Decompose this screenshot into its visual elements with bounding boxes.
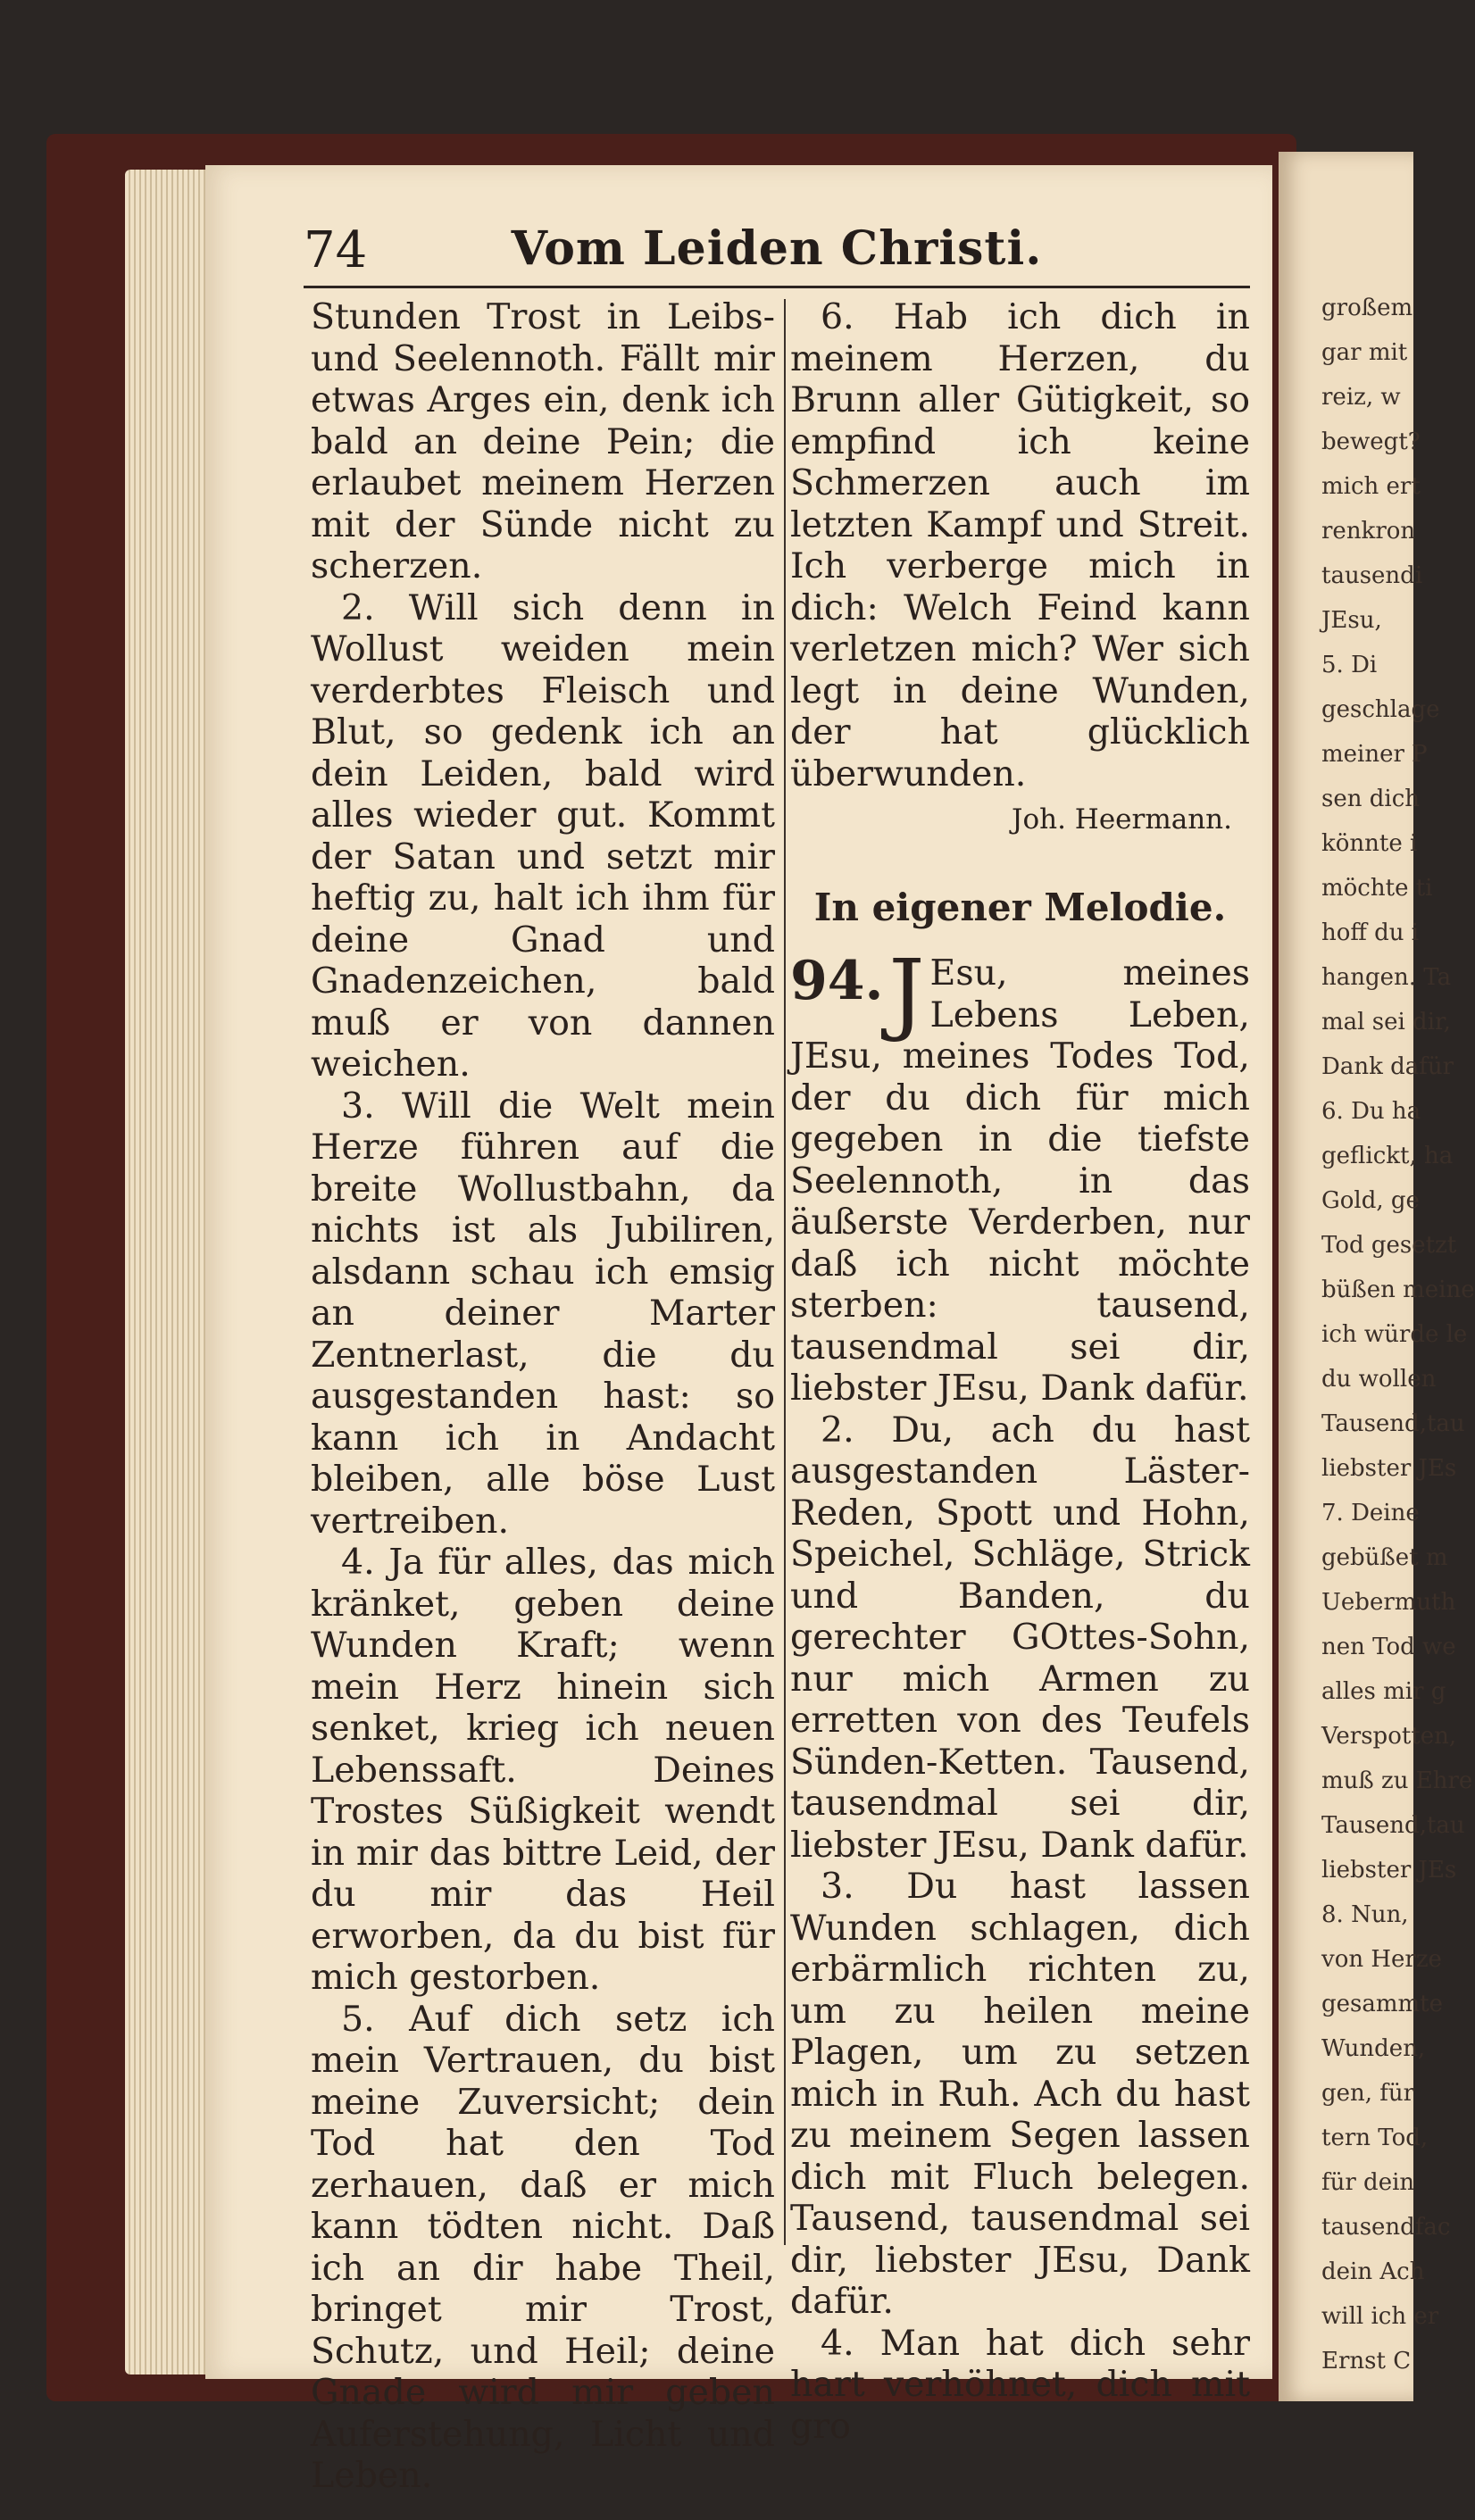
right-column: [790, 296, 1250, 2447]
drop-cap: J: [888, 940, 925, 1044]
hymn-stanza-3: 3. Du hast lassen Wunden schlagen, dich erbärmlich richten zu, um zu heilen meine Plagen, um zu setzen mich in Ruh. Ach du hast zu meinem Segen lassen dich mit Fluch belegen. Tausend, tausendmal sei dir, liebster JEsu, Dank dafür.: [790, 1866, 1250, 2322]
next-page-text-fragment: büßen meine: [1321, 1277, 1475, 1303]
page-edges: [125, 170, 214, 2374]
next-page-text-fragment: tern Tod,: [1321, 2125, 1429, 2151]
next-page-text-fragment: Tod gesetzt: [1321, 1232, 1457, 1259]
next-page-text-fragment: renkron: [1321, 518, 1416, 545]
next-page-text-fragment: Gold, ge: [1321, 1187, 1420, 1214]
next-page-text-fragment: tausendfac: [1321, 2214, 1451, 2241]
next-page-fragment: [1279, 152, 1475, 2401]
stanza-continuation: Stunden Trost in Leibs- und Seelennoth. Fällt mir etwas Arges ein, denk ich bald an deine Pein; die erlaubet meinem Herzen mit der Sünde nicht zu scherzen.: [311, 296, 775, 586]
stanza-2: 2. Will sich denn in Wollust weiden mein verderbtes Fleisch und Blut, so gedenk ich an dein Leiden, bald wird alles wieder gut. Kommt der Satan und setzt mir heftig zu, halt ich ihm für deine Gnad und Gnadenzeichen, bald muß er von dannen weichen.: [311, 586, 775, 1085]
next-page-text-fragment: gar mit: [1321, 339, 1408, 366]
next-page-text-fragment: gesammte: [1321, 1991, 1444, 2017]
next-page-text-fragment: Tausend,tau: [1321, 1410, 1465, 1437]
next-page-text-fragment: mich ert: [1321, 473, 1421, 500]
stanza-6: 6. Hab ich dich in meinem Herzen, du Brunn aller Gütigkeit, so empfind ich keine Schmerzen auch im letzten Kampf und Streit. Ich verberge mich in dich: Welch Feind kann verletzen mich? Wer sich legt in deine Wunden, der hat glücklich überwunden.: [790, 296, 1250, 794]
page-header: [304, 214, 1250, 288]
stanza-4: 4. Ja für alles, das mich kränket, geben deine Wunden Kraft; wenn mein Herz hinein sich senket, krieg ich neuen Lebenssaft. Deines Trostes Süßigkeit wendt in mir das bittre Leid, der du mir das Heil erworben, da du bist für mich gestorben.: [311, 1542, 775, 1998]
next-page-text-fragment: ich würde le: [1321, 1321, 1468, 1348]
next-page-text-fragment: alles mir g: [1321, 1678, 1446, 1705]
next-page-text-fragment: liebster JEs: [1321, 1857, 1457, 1884]
page-number: 74: [304, 221, 368, 279]
hymn-94: [790, 940, 1250, 1410]
stanza-3: 3. Will die Welt mein Herze führen auf die breite Wollustbahn, da nichts ist als Jubiliren, alsdann schau ich emsig an deiner Marter Zentnerlast, die du ausgestanden hast: so kann ich in Andacht bleiben, alle böse Lust vertreiben.: [311, 1085, 775, 1542]
column-divider: [784, 299, 786, 2245]
next-page-text-fragment: reiz, w: [1321, 384, 1401, 411]
running-head: Vom Leiden Christi.: [511, 221, 1043, 276]
next-page-text-fragment: du wollen: [1321, 1366, 1437, 1393]
next-page-text-fragment: hangen. Ta: [1321, 964, 1452, 991]
next-page-text-fragment: tausendi: [1321, 562, 1423, 589]
next-page-text-fragment: Verspotten,: [1321, 1723, 1457, 1750]
next-page-text-fragment: Tausend,tau: [1321, 1812, 1465, 1839]
next-page-text-fragment: Uebermuth: [1321, 1589, 1456, 1616]
next-page-text-fragment: 7. Deine: [1321, 1500, 1420, 1526]
hymn-stanza-2: 2. Du, ach du hast ausgestanden Läster-Reden, Spott und Hohn, Speichel, Schläge, Strick und Banden, du gerechter GOttes-Sohn, nur mich Armen zu erretten von des Teufels Sünden-Ketten. Tausend, tausendmal sei dir, liebster JEsu, Dank dafür.: [790, 1409, 1250, 1866]
next-page-text-fragment: 5. Di: [1321, 652, 1378, 678]
next-page-text-fragment: dein Ach: [1321, 2258, 1425, 2285]
next-page-text-fragment: geschlage: [1321, 696, 1440, 723]
next-page-text-fragment: mal sei dir,: [1321, 1009, 1451, 1035]
next-page-text-fragment: für dein: [1321, 2169, 1415, 2196]
next-page-text-fragment: bewegt?: [1321, 428, 1421, 455]
next-page-text-fragment: 6. Du ha: [1321, 1098, 1421, 1125]
melody-heading: In eigener Melodie.: [813, 886, 1227, 929]
stanza-5: 5. Auf dich setz ich mein Vertrauen, du bist meine Zuversicht; dein Tod hat den Tod zerhauen, daß er mich kann tödten nicht. Daß ich an dir habe Theil, bringet mir Trost, Schutz, und Heil; deine Gnade wird mir geben Auferstehung, Licht und Leben.: [311, 1998, 775, 2496]
hymn-stanza-4: 4. Man hat dich sehr hart verhöhnet, dich mit gro: [790, 2322, 1250, 2447]
next-page-text-fragment: geflickt, ha: [1321, 1143, 1454, 1169]
next-page-text-fragment: hoff du i: [1321, 919, 1420, 946]
next-page-text-fragment: nen Tod we: [1321, 1634, 1456, 1660]
next-page-text-fragment: könnte i: [1321, 830, 1418, 857]
next-page-text-fragment: möchte ti: [1321, 875, 1433, 902]
next-page-text-fragment: von Herze: [1321, 1946, 1442, 1973]
left-column: [311, 296, 775, 2497]
next-page-text-fragment: Ernst C: [1321, 2348, 1412, 2374]
hymn-first-stanza: Esu, meines Lebens Leben, JEsu, meines Todes Tod, der du dich für mich gegeben in die tiefste Seelennoth, in das äußerste Verderben, nur daß ich nicht möchte sterben: tausend, tausendmal sei dir, liebster JEsu, Dank dafür.: [790, 952, 1250, 1409]
hymn-number: 94.: [790, 950, 884, 1012]
next-page-text-fragment: Wunden,: [1321, 2035, 1426, 2062]
next-page-text-fragment: sen dich: [1321, 786, 1421, 812]
next-page-text-fragment: liebster JEs: [1321, 1455, 1457, 1482]
next-page-text-fragment: will ich er: [1321, 2303, 1439, 2330]
next-page-text-fragment: Dank dafür: [1321, 1053, 1454, 1080]
next-page-text-fragment: JEsu,: [1321, 607, 1382, 634]
next-page-text-fragment: 8. Nun,: [1321, 1901, 1409, 1928]
next-page-text-fragment: großem: [1321, 295, 1413, 321]
next-page-text-fragment: muß zu Ehre: [1321, 1767, 1473, 1794]
hymn-author: Joh. Heermann.: [1012, 803, 1232, 836]
next-page-text-fragment: meiner P: [1321, 741, 1428, 768]
next-page-text-fragment: gebüßet m: [1321, 1544, 1448, 1571]
next-page-text-fragment: gen, für: [1321, 2080, 1415, 2107]
